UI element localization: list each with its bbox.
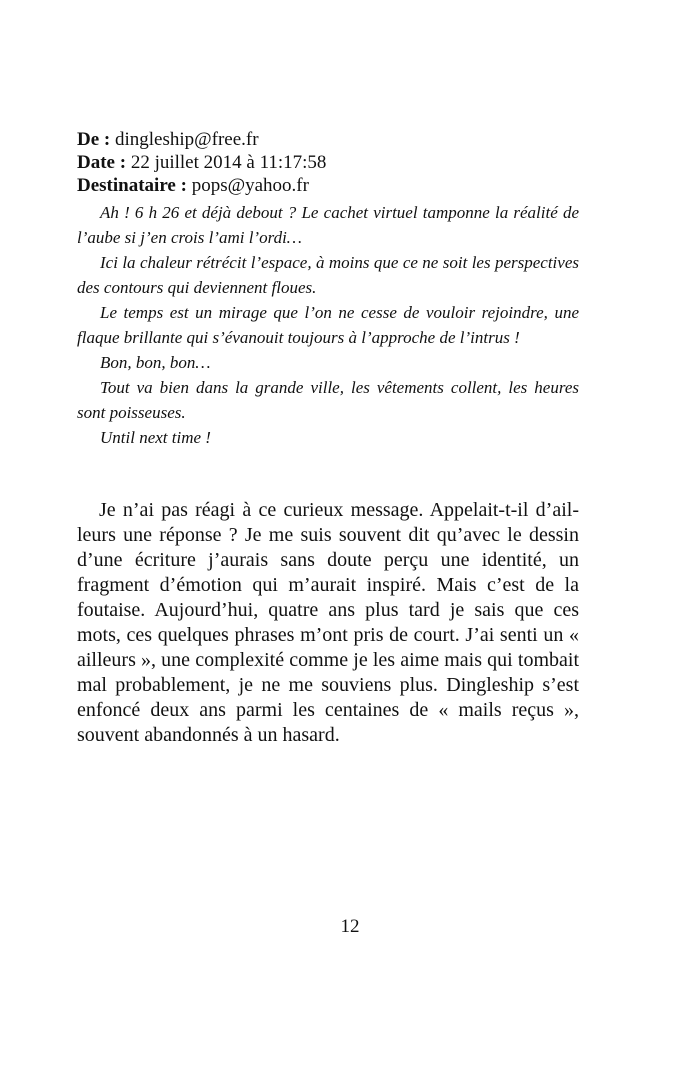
message-paragraph: Ici la chaleur rétrécit l’espace, à moins que ce ne soit les perspectives des contours qui deviennent floues. [77, 253, 579, 297]
date-label: Date : [77, 152, 127, 173]
message-paragraph: Tout va bien dans la grande ville, les vêtements collent, les heures sont poisseuses. [77, 378, 579, 422]
message-paragraph: Until next time ! [100, 428, 211, 447]
narrative-paragraph: Je n’ai pas réagi à ce curieux message. Appelait-t-il d’ailleurs une réponse ? Je me suis souvent dit qu’avec le dessin d’une écriture j’aurais sans doute perçu une identité, un fragment d’émotion qui m’aurait inspiré. Mais c’est de la foutaise. Aujourd’hui, quatre ans plus tard je sais que ces mots, ces quelques phrases m’ont pris de court. J’ai senti un « ailleurs », une complexité comme je les aime mais qui tombait mal probablement, je ne me souviens plus. Dingleship s’est enfoncé deux ans parmi les centaines de « mails reçus », souvent abandonnés à un hasard. [77, 499, 579, 746]
from-line [77, 128, 579, 151]
date-value: 22 juillet 2014 à 11:17:58 [130, 152, 327, 173]
message-paragraph: Ah ! 6 h 26 et déjà debout ? Le cachet virtuel tamponne la réalité de l’aube si j’en crois l’ami l’ordi… [77, 203, 579, 247]
page-number: 12 [340, 916, 360, 937]
recipient-value: pops@yahoo.fr [191, 175, 309, 196]
date-line [77, 151, 579, 174]
email-header [77, 128, 579, 197]
from-label: De : [77, 129, 111, 150]
narrative-text [77, 498, 579, 748]
message-paragraph: Bon, bon, bon… [100, 353, 211, 372]
page-content [77, 128, 579, 748]
recipient-line [77, 174, 579, 197]
from-value: dingleship@free.fr [114, 129, 259, 150]
message-paragraph: Le temps est un mirage que l’on ne cesse de vouloir rejoindre, une flaque brillante qui s’évanouit toujours à l’approche de l’intrus ! [77, 303, 579, 347]
email-message [77, 200, 579, 450]
recipient-label: Destinataire : [77, 175, 187, 196]
